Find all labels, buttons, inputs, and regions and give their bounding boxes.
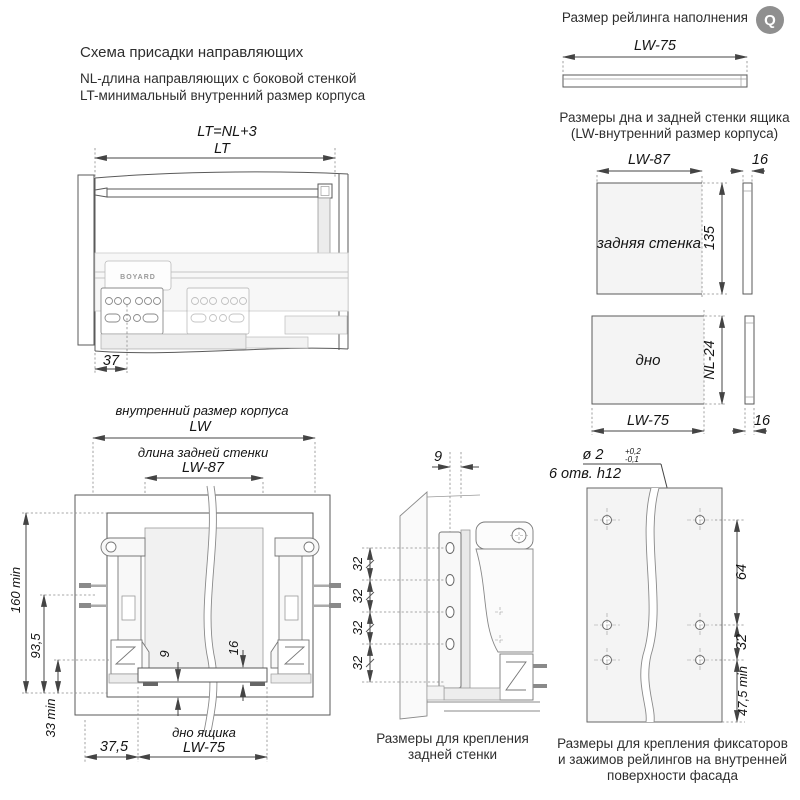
railing-dim-label: LW-75 [634,38,676,54]
facade-caption-line2: и зажимов рейлингов на внутренней [557,752,787,767]
bottom-height: NL-24 [702,340,718,380]
back-board-edge [461,530,470,692]
rail-bar [563,75,747,87]
dim-64: 64 [734,563,750,581]
back-mount-caption [355,731,550,763]
lt-formula: LT=NL+3 [197,124,257,140]
bottom-width: LW-75 [627,413,669,429]
drawer-back-wall [145,528,263,668]
railing-title: Размер рейлинга наполнения [561,10,748,25]
brand-logo: BOYARD [120,274,156,281]
side-view-drawing [55,120,360,410]
back-mount-caption-line2: задней стенки [407,747,498,762]
bottom-edge [745,316,754,404]
bottom-thickness: 16 [753,413,771,429]
dim-32-stack [350,548,446,682]
back-wall-thickness: 16 [751,152,769,168]
facade-drawing [548,445,800,737]
note-nl: NL-длина направляющих с боковой стенкой [80,71,357,86]
dim-32: 32 [734,633,750,651]
facade-caption [545,736,800,784]
panels-title-line1: Размеры дна и задней стенки ящика [559,110,790,125]
holes-count: 6 отв. h12 [548,466,622,482]
panels-drawing [555,150,800,440]
dim-32-1: 32 [350,556,365,572]
backwall-caption: длина задней стенки [137,445,269,460]
back-wall-height: 135 [702,225,718,251]
bottom-caption: дно ящика [172,725,236,740]
facade-caption-line1: Размеры для крепления фиксаторов [557,736,788,751]
lw-caption: внутренний размер корпуса [115,403,289,418]
slide-lower-rail-2 [246,337,308,348]
lw-dim: LW [189,419,211,435]
dim-33min: 33 min [43,698,58,738]
dim-9-group [432,449,479,538]
back-wall-edge [743,183,752,294]
dim-37: 37 [102,353,120,369]
drill-plate-1 [101,288,163,334]
back-wall-panel [596,152,769,298]
page-title: Схема присадки направляющих [80,44,304,61]
dim-32-3: 32 [350,620,365,636]
brand-plate [105,261,171,290]
drill-plate-2 [187,288,249,334]
bottom-panel [592,310,771,435]
drawer-rail [95,184,332,198]
back-wall-label: задняя стенка [597,235,701,252]
note-lt: LT-минимальный внутренний размер корпуса [80,88,366,103]
dim-9: 9 [433,449,443,465]
hole-diameter: ø 2 [582,447,604,463]
tolerance-plus: +0,2 [625,447,641,456]
dim-32-2: 32 [350,588,365,604]
q-badge: Q [756,6,784,34]
front-view-drawing [10,400,350,775]
panels-title [552,110,797,142]
lt-dim: LT [214,141,230,157]
dim-16: 16 [226,640,241,656]
mount-plate [439,532,461,688]
backwall-dim: LW-87 [182,460,224,476]
back-mount-caption-line1: Размеры для крепления [376,731,529,746]
drawer-top-edge [427,495,480,497]
facade-caption-line3: поверхности фасада [607,768,738,783]
dim-93-5: 93,5 [28,633,43,659]
dim-37-5: 37,5 [99,739,129,755]
drawer-back-edge [318,198,330,259]
dim-47-5min: 47,5 min [735,666,750,716]
bottom-label: дно [635,352,661,369]
railing-drawing [550,33,800,95]
tolerance-minus: -0,1 [625,455,639,464]
back-mount-drawing [350,440,545,732]
cabinet-wall [400,492,427,719]
back-wall-width: LW-87 [628,152,670,168]
dim-lw75: LW-75 [183,740,225,756]
panels-title-line2: (LW-внутренний размер корпуса) [570,126,779,141]
slide-lower-rail [101,334,246,349]
dim-32-4: 32 [350,655,365,671]
dim-160min: 160 min [8,566,23,614]
dim-9: 9 [157,650,172,658]
